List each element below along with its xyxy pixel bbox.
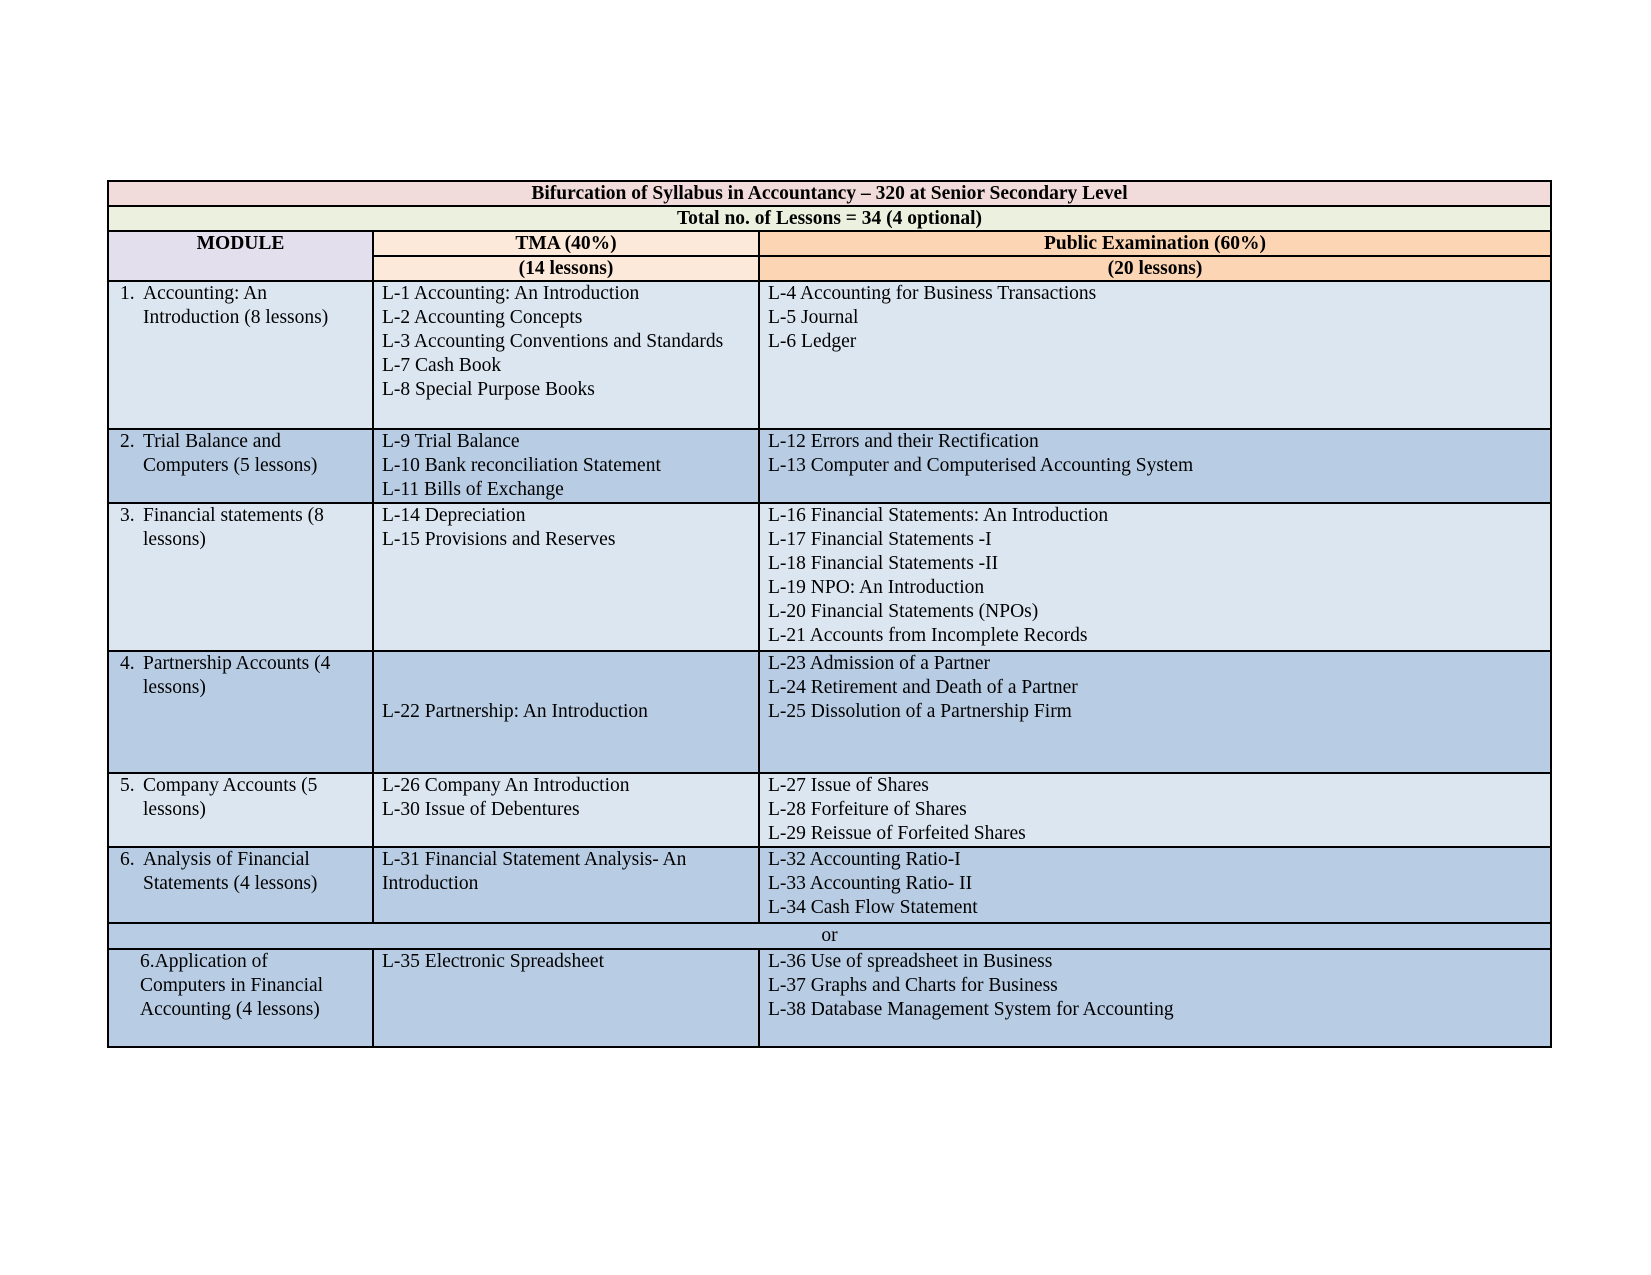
or-row <box>108 923 1551 949</box>
lesson-item: L-31 Financial Statement Analysis- An Introduction <box>382 849 687 894</box>
tma-cell <box>373 429 759 503</box>
module-cell <box>108 847 373 923</box>
module-cell <box>108 773 373 847</box>
lesson-item: L-18 Financial Statements -II <box>768 553 999 574</box>
lesson-item: L-7 Cash Book <box>382 355 502 376</box>
lesson-item: L-17 Financial Statements -I <box>768 529 992 550</box>
lesson-item: L-32 Accounting Ratio-I <box>768 849 961 870</box>
or-separator: or <box>108 923 1551 949</box>
tma-cell <box>373 847 759 923</box>
module-cell <box>108 503 373 651</box>
lesson-item: L-11 Bills of Exchange <box>382 479 564 500</box>
table-row <box>108 281 1551 429</box>
tma-cell <box>373 503 759 651</box>
table-row <box>108 503 1551 651</box>
public-exam-cell <box>759 503 1551 651</box>
table-row <box>108 651 1551 773</box>
header-module: MODULE <box>108 231 373 281</box>
module-number: 3. <box>120 505 135 526</box>
table-row <box>108 949 1551 1047</box>
lesson-item: L-6 Ledger <box>768 331 857 352</box>
tma-cell <box>373 651 759 773</box>
module-number: 4. <box>120 653 135 674</box>
public-exam-cell <box>759 429 1551 503</box>
tma-cell <box>373 949 759 1047</box>
lesson-item: L-13 Computer and Computerised Accounting System <box>768 455 1194 476</box>
lesson-item: L-1 Accounting: An Introduction <box>382 283 640 304</box>
lesson-item: L-2 Accounting Concepts <box>382 307 583 328</box>
module-number: 1. <box>120 283 135 304</box>
lesson-item: L-15 Provisions and Reserves <box>382 529 616 550</box>
lesson-item: L-12 Errors and their Rectification <box>768 431 1039 452</box>
module-number: 5. <box>120 775 135 796</box>
module-cell <box>108 429 373 503</box>
total-lessons: Total no. of Lessons = 34 (4 optional) <box>108 206 1551 231</box>
table-row <box>108 773 1551 847</box>
lesson-item: L-29 Reissue of Forfeited Shares <box>768 823 1026 844</box>
lesson-item: L-27 Issue of Shares <box>768 775 929 796</box>
module-name: Company Accounts (5 lessons) <box>143 775 318 820</box>
lesson-item: L-33 Accounting Ratio- II <box>768 873 973 894</box>
module-number: 2. <box>120 431 135 452</box>
tma-cell <box>373 281 759 429</box>
lesson-item: L-34 Cash Flow Statement <box>768 897 978 918</box>
lesson-item: L-5 Journal <box>768 307 859 328</box>
lesson-item: L-22 Partnership: An Introduction <box>382 701 648 722</box>
table-row <box>108 847 1551 923</box>
lesson-item: L-14 Depreciation <box>382 505 526 526</box>
module-cell <box>108 651 373 773</box>
lesson-item: L-30 Issue of Debentures <box>382 799 580 820</box>
module-name: Partnership Accounts (4 lessons) <box>143 653 331 698</box>
public-exam-cell <box>759 773 1551 847</box>
lesson-item: L-38 Database Management System for Accounting <box>768 999 1174 1020</box>
lesson-item: L-8 Special Purpose Books <box>382 379 595 400</box>
module-name: Financial statements (8 lessons) <box>143 505 324 550</box>
header-row <box>108 231 1551 256</box>
lesson-item: L-19 NPO: An Introduction <box>768 577 985 598</box>
total-row <box>108 206 1551 231</box>
lesson-item: L-37 Graphs and Charts for Business <box>768 975 1058 996</box>
table-title: Bifurcation of Syllabus in Accountancy – 320 at Senior Secondary Level <box>108 181 1551 206</box>
public-exam-cell <box>759 847 1551 923</box>
lesson-item: L-20 Financial Statements (NPOs) <box>768 601 1039 622</box>
lesson-item: L-35 Electronic Spreadsheet <box>382 951 604 972</box>
module-cell <box>108 949 373 1047</box>
module-cell <box>108 281 373 429</box>
header-tma: TMA (40%) <box>373 231 759 256</box>
public-exam-cell <box>759 949 1551 1047</box>
module-name: Accounting: An Introduction (8 lessons) <box>143 283 329 328</box>
lesson-item: L-21 Accounts from Incomplete Records <box>768 625 1088 646</box>
table-row <box>108 429 1551 503</box>
module-number: 6. <box>120 849 135 870</box>
lesson-item: L-28 Forfeiture of Shares <box>768 799 967 820</box>
lesson-item: L-3 Accounting Conventions and Standards <box>382 331 724 352</box>
lesson-item: L-23 Admission of a Partner <box>768 653 991 674</box>
header-public-exam-lessons: (20 lessons) <box>759 256 1551 281</box>
module-name: Analysis of Financial Statements (4 lessons) <box>143 849 318 894</box>
lesson-item: L-24 Retirement and Death of a Partner <box>768 677 1078 698</box>
lesson-item: L-25 Dissolution of a Partnership Firm <box>768 701 1072 722</box>
lesson-item: L-16 Financial Statements: An Introduction <box>768 505 1109 526</box>
lesson-item: L-9 Trial Balance <box>382 431 520 452</box>
header-public-exam: Public Examination (60%) <box>759 231 1551 256</box>
lesson-item: L-26 Company An Introduction <box>382 775 630 796</box>
tma-cell <box>373 773 759 847</box>
lesson-item: L-4 Accounting for Business Transactions <box>768 283 1097 304</box>
syllabus-table <box>107 180 1552 1048</box>
public-exam-cell <box>759 651 1551 773</box>
header-tma-lessons: (14 lessons) <box>373 256 759 281</box>
title-row <box>108 181 1551 206</box>
module-name: Trial Balance and Computers (5 lessons) <box>143 431 318 476</box>
lesson-item: L-10 Bank reconciliation Statement <box>382 455 661 476</box>
module-name: 6.Application of Computers in Financial Accounting (4 lessons) <box>140 951 324 1020</box>
lesson-item: L-36 Use of spreadsheet in Business <box>768 951 1053 972</box>
public-exam-cell <box>759 281 1551 429</box>
